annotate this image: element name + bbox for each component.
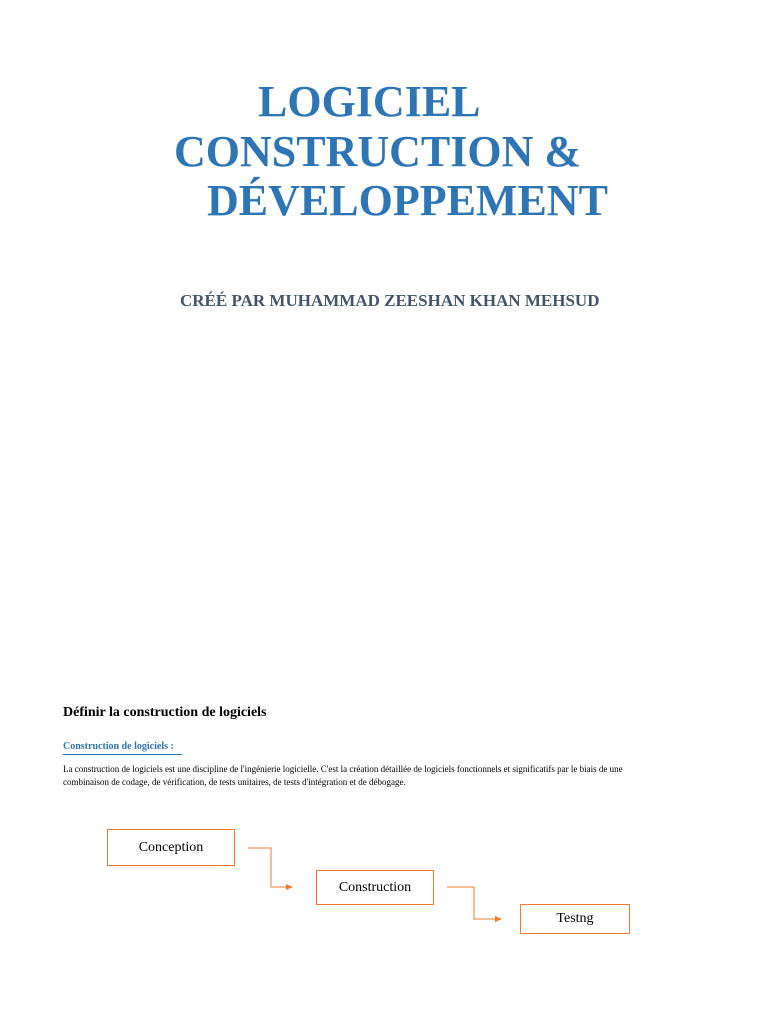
body-paragraph: La construction de logiciels est une discipline de l'ingénierie logicielle. C'est la création détaillée de logiciels fonctionnels et significatifs par le biais de une combinaison de codage, de vérification, de tests unitaires, de tests d'intégration et de débogage. bbox=[63, 764, 623, 787]
flow-step-construction bbox=[316, 870, 434, 905]
flow-step-testing bbox=[520, 904, 630, 934]
flow-step-label: Conception bbox=[138, 839, 204, 855]
flow-step-label: Testng bbox=[556, 911, 594, 926]
section-heading: Définir la construction de logiciels bbox=[63, 705, 267, 720]
author-line: CRÉÉ PAR MUHAMMAD ZEESHAN KHAN MEHSUD bbox=[180, 291, 600, 310]
connector-arrow-2 bbox=[447, 887, 501, 919]
connector-arrow-1 bbox=[248, 848, 292, 887]
title-line-3: DÉVELOPPEMENT bbox=[207, 176, 608, 225]
title-line-2: CONSTRUCTION & bbox=[174, 127, 582, 176]
flow-step-label: Construction bbox=[338, 879, 412, 895]
flow-step-conception bbox=[107, 829, 235, 866]
sub-heading: Construction de logiciels : bbox=[63, 740, 182, 755]
title-line-1: LOGICIEL bbox=[258, 77, 481, 126]
